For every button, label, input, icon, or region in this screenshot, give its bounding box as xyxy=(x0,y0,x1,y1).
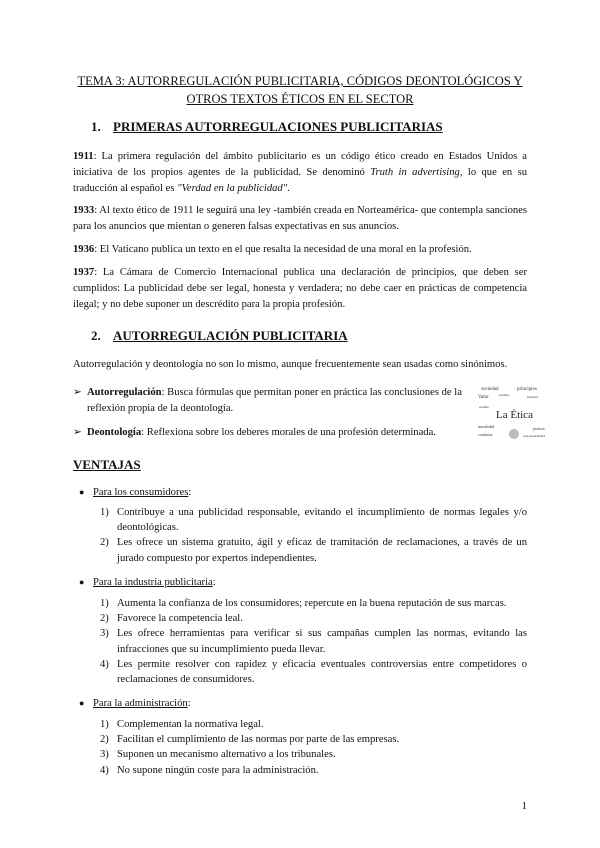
definition-autorregulacion xyxy=(73,385,473,417)
list-item-text: Les ofrece un sistema gratuito, ágil y eficaz de tramitación de reclamaciones, a través de un jurado compuesto por expertos independientes. xyxy=(117,537,527,564)
word-sociedad: sociedad xyxy=(481,387,499,392)
list-item-number: 1) xyxy=(100,598,109,609)
group-heading-text: Para la administración xyxy=(93,698,188,709)
italic-truth-in-advertising: Truth in advertising xyxy=(370,167,460,178)
list-item-text: Favorece la competencia leal. xyxy=(117,613,243,625)
globe-icon xyxy=(509,429,519,439)
list-item-number: 1) xyxy=(100,507,109,518)
page-number: 1 xyxy=(521,800,527,812)
def-autorregulacion-text: : Busca fórmulas que permitan poner en práctica las conclusiones de la reflexión propia de la deontología. xyxy=(87,387,462,414)
word-moralidad: moralidad xyxy=(478,424,495,429)
group-heading-colon: : xyxy=(187,698,191,709)
italic-verdad-publicidad: "Verdad en la publicidad" xyxy=(177,183,288,194)
paragraph-1937 xyxy=(73,265,527,313)
list-item-number: 4) xyxy=(100,658,109,670)
word-responsabilidad: responsabilidad xyxy=(523,434,545,438)
list-item-number: 2) xyxy=(100,613,109,625)
section-1-title: PRIMERAS AUTORREGULACIONES PUBLICITARIAS xyxy=(113,119,443,134)
list-item-text: Contribuye a una publicidad responsable, evitando el incumplimiento de normas legales y/o deontológicas. xyxy=(117,507,527,534)
arrow-bullet-icon: ➢ xyxy=(73,387,82,398)
title-line-1: TEMA 3: AUTORREGULACIÓN PUBLICITARIA, CÓDIGOS DEONTOLÓGICOS Y xyxy=(77,74,523,88)
term-deontologia: Deontología xyxy=(87,427,142,438)
list-item-text: Aumenta la confianza de los consumidores; repercute en la buena reputación de sus marcas. xyxy=(117,598,507,609)
list-item-number: 3) xyxy=(100,628,109,640)
word-conducta: conducta xyxy=(478,432,493,437)
year-1933: 1933 xyxy=(73,205,95,216)
section-2-heading xyxy=(91,328,348,344)
intro-paragraph: Autorregulación y deontología no son lo mismo, aunque frecuentemente sean usadas como sinónimos. xyxy=(73,359,508,370)
bullet-dot-icon: ● xyxy=(79,487,85,497)
list-item xyxy=(100,732,527,747)
section-2-number: 2. xyxy=(91,328,101,343)
text-1937: : La Cámara de Comercio Internacional publica una declaración de principios, que deben ser cumplidos: La publicidad debe ser legal, honesta y verdadera; no debe caer en prácticas de competencia ilegal; y no debe suponer un descrédito para la propia profesión. xyxy=(73,267,527,310)
text-1911-b: , lo que en su traducción al español es xyxy=(73,167,527,194)
list-item xyxy=(100,611,527,626)
list-item-text: Complementan la normativa legal. xyxy=(117,719,264,730)
list-consumidores xyxy=(100,505,527,566)
text-1933: : Al texto ético de 1911 le seguirá una ley -también creada en Norteamérica- que contempla sanciones para los anuncios que mientan o generen falsas expectativas en sus anuncios. xyxy=(73,205,527,232)
list-item xyxy=(100,505,527,535)
list-item xyxy=(100,717,527,732)
group-heading-colon: : xyxy=(212,577,216,588)
ethics-center-label: La Ética xyxy=(496,409,533,421)
word-morales: morales xyxy=(527,395,539,399)
paragraph-1911 xyxy=(73,149,527,197)
title-line-2: OTROS TEXTOS ÉTICOS EN EL SECTOR xyxy=(186,92,414,106)
section-2-title: AUTORREGULACIÓN PUBLICITARIA xyxy=(113,328,348,343)
paragraph-1936 xyxy=(73,242,527,258)
word-normas: normas xyxy=(499,393,510,397)
ethics-word-cloud-image xyxy=(477,382,549,444)
word-estudio: estudio xyxy=(479,405,490,409)
bullet-dot-icon: ● xyxy=(79,698,85,708)
year-1911: 1911 xyxy=(73,151,94,162)
group-heading-colon: : xyxy=(188,487,192,498)
ventajas-heading: VENTAJAS xyxy=(73,457,141,472)
group-heading-text: Para los consumidores xyxy=(93,487,189,498)
list-item xyxy=(100,535,527,565)
group-heading-text: Para la industria publicitaria xyxy=(93,577,213,588)
document-title xyxy=(60,72,540,108)
definition-deontologia xyxy=(73,425,473,441)
list-item xyxy=(100,763,527,778)
year-1936: 1936 xyxy=(73,244,95,255)
list-item-number: 1) xyxy=(100,719,109,730)
group-industria-heading xyxy=(79,574,216,591)
list-item xyxy=(100,626,527,656)
term-autorregulacion: Autorregulación xyxy=(87,387,162,398)
list-administracion xyxy=(100,717,527,778)
list-item-text: Les ofrece herramientas para verificar si sus campañas cumplen las normas, evitando las infracciones que su incumplimiento pueda llevar. xyxy=(117,628,527,655)
def-deontologia-text: : Reflexiona sobre los deberes morales de una profesión determinada. xyxy=(141,427,436,438)
list-item-number: 3) xyxy=(100,749,109,761)
list-item xyxy=(100,747,527,762)
list-item-text: Facilitan el cumplimiento de las normas por parte de las empresas. xyxy=(117,734,400,746)
list-item-text: No supone ningún coste para la administración. xyxy=(117,764,319,776)
section-1-number: 1. xyxy=(91,119,101,134)
list-item-text: Suponen un mecanismo alternativo a los tribunales. xyxy=(117,749,336,761)
list-item-number: 2) xyxy=(100,537,109,549)
list-item xyxy=(100,596,527,611)
text-1911-a: : La primera regulación del ámbito publicitario es un código ético creado en Estados Unidos a iniciativa de los propios agentes de la publicidad. Se denominó xyxy=(73,151,527,178)
text-1936: : El Vaticano publica un texto en el que resalta la necesidad de una moral en la profesión. xyxy=(94,244,472,255)
list-industria xyxy=(100,596,527,687)
word-valor: Valor xyxy=(478,395,489,400)
group-administracion-heading xyxy=(79,695,191,712)
word-justicia: justicia xyxy=(533,426,545,431)
arrow-bullet-icon: ➢ xyxy=(73,427,82,438)
year-1937: 1937 xyxy=(73,267,95,278)
paragraph-1933 xyxy=(73,203,527,235)
section-1-heading xyxy=(91,119,443,135)
group-consumidores-heading xyxy=(79,484,191,501)
text-1911-c: . xyxy=(287,183,290,194)
list-item-number: 4) xyxy=(100,764,109,776)
list-item-text: Les permite resolver con rapidez y eficacia eventuales controversias entre competidores o reclamaciones de consumidores. xyxy=(117,658,527,686)
word-principios: principios xyxy=(517,387,537,392)
list-item xyxy=(100,657,527,687)
bullet-dot-icon: ● xyxy=(79,577,85,587)
list-item-number: 2) xyxy=(100,734,109,746)
